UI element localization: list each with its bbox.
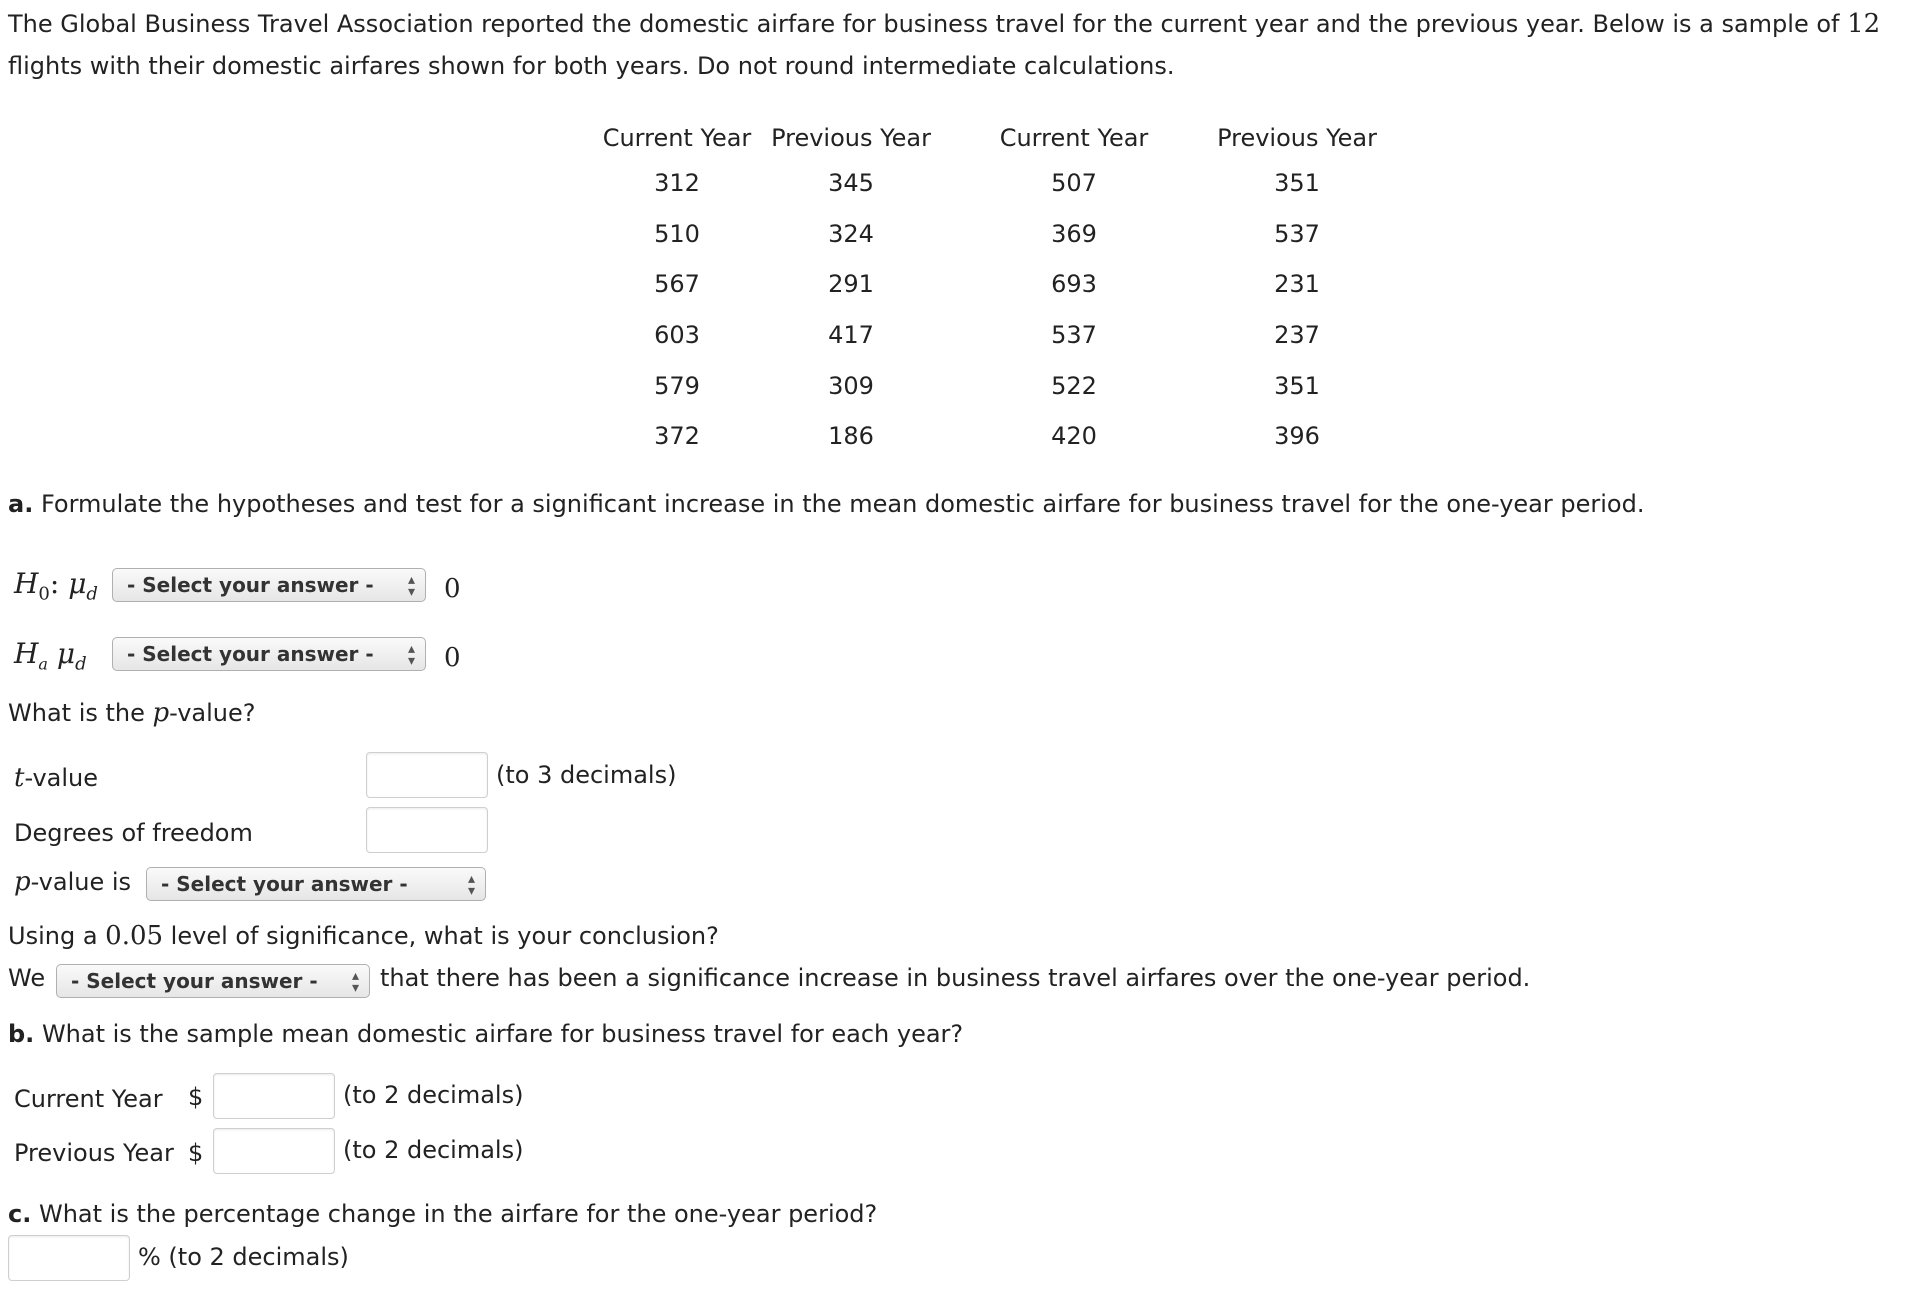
conclusion-text: that there has been a significance increase in business travel airfares over the one-year period. <box>380 964 1531 992</box>
significance-question <box>8 920 719 952</box>
ha-subscript: a <box>38 654 48 674</box>
h0-subscript: 0 <box>38 583 50 605</box>
table-cell: 312 <box>654 169 700 198</box>
ha-symbol: H <box>14 637 39 670</box>
current-year-currency: $ <box>188 1083 204 1111</box>
table-cell: 522 <box>1051 371 1097 400</box>
table-row <box>592 209 1386 260</box>
part-b-text: What is the sample mean domestic airfare for business travel for each year? <box>41 1020 964 1048</box>
select-arrows-icon: ▴ ▾ <box>351 968 359 996</box>
t-value-hint: (to 3 decimals) <box>496 761 677 789</box>
table-cell: 579 <box>654 371 700 400</box>
column-header: Previous Year <box>771 124 931 152</box>
conclusion-select[interactable] <box>56 964 370 998</box>
table-row <box>592 158 1386 209</box>
ha-select-value: - Select your answer - <box>127 642 374 666</box>
part-c-text: What is the percentage change in the airfare for the one-year period? <box>38 1200 878 1228</box>
table-header-row <box>592 118 1386 158</box>
pvalue-question-prefix: What is the <box>8 699 153 727</box>
column-header: Current Year <box>999 124 1149 152</box>
part-a-question <box>8 488 1644 520</box>
dof-input[interactable] <box>366 807 488 853</box>
part-c-question <box>8 1198 877 1230</box>
select-arrows-icon: ▴ ▾ <box>467 871 475 899</box>
table-cell: 351 <box>1274 169 1320 198</box>
ha-select[interactable] <box>112 637 426 671</box>
h0-label <box>14 566 98 613</box>
column-header: Current Year <box>602 124 752 152</box>
table-cell: 351 <box>1274 371 1320 400</box>
pvalue-select[interactable] <box>146 867 486 901</box>
h0-rhs: 0 <box>444 574 461 604</box>
sample-size: 12 <box>1847 9 1881 39</box>
percentage-change-input[interactable] <box>8 1235 130 1281</box>
previous-year-hint: (to 2 decimals) <box>343 1136 524 1164</box>
column-header: Previous Year <box>1217 124 1377 152</box>
table-cell: 324 <box>828 219 874 248</box>
t-value-label <box>14 762 98 794</box>
h0-mu-subscript: d <box>86 583 98 605</box>
table-cell: 537 <box>1051 321 1097 350</box>
table-cell: 396 <box>1274 422 1320 451</box>
intro-text: The Global Business Travel Association reported the domestic airfare for business travel for the current year and the previous year. Below is a sample of <box>8 10 1840 38</box>
select-arrows-icon: ▴ ▾ <box>407 572 415 600</box>
table-cell: 345 <box>828 169 874 198</box>
part-c-label: c. <box>8 1200 32 1228</box>
table-cell: 507 <box>1051 169 1097 198</box>
current-year-mean-input[interactable] <box>213 1073 335 1119</box>
table-cell: 510 <box>654 219 700 248</box>
pvalue-select-value: - Select your answer - <box>161 872 408 896</box>
pvalue-label <box>14 866 131 898</box>
h0-colon: : <box>49 567 60 600</box>
part-a-text: Formulate the hypotheses and test for a significant increase in the mean domestic airfare for business travel for the one-year period. <box>40 490 1645 518</box>
table-row <box>592 310 1386 361</box>
previous-year-mean-input[interactable] <box>213 1128 335 1174</box>
dof-label: Degrees of freedom <box>14 819 253 847</box>
table-cell: 537 <box>1274 219 1320 248</box>
part-b-question <box>8 1018 963 1050</box>
previous-year-label: Previous Year <box>14 1139 174 1167</box>
table-cell: 693 <box>1051 270 1097 299</box>
ha-mu-subscript: d <box>75 653 87 675</box>
ha-label <box>14 636 87 683</box>
pvalue-label-text: -value is <box>30 868 132 896</box>
table-row <box>592 411 1386 462</box>
pvalue-question-suffix: -value? <box>169 699 256 727</box>
previous-year-currency: $ <box>188 1139 204 1167</box>
table-cell: 420 <box>1051 422 1097 451</box>
part-b-label: b. <box>8 1020 35 1048</box>
table-cell: 369 <box>1051 219 1097 248</box>
h0-symbol: H <box>14 567 39 600</box>
intro-line-2: flights with their domestic airfares shown for both years. Do not round intermediate calculations. <box>8 52 1175 80</box>
h0-select[interactable] <box>112 568 426 602</box>
intro-line-1 <box>8 8 1880 40</box>
table-cell: 603 <box>654 321 700 350</box>
table-cell: 291 <box>828 270 874 299</box>
part-a-label: a. <box>8 490 34 518</box>
pvalue-question <box>8 697 255 729</box>
table-cell: 567 <box>654 270 700 299</box>
percentage-change-hint: % (to 2 decimals) <box>138 1243 349 1271</box>
table-row <box>592 259 1386 310</box>
ha-mu: μ <box>56 637 76 670</box>
significance-prefix: Using a <box>8 922 106 950</box>
ha-rhs: 0 <box>444 643 461 673</box>
table-row <box>592 360 1386 411</box>
conclusion-we: We <box>8 964 46 992</box>
alpha-value: 0.05 <box>105 921 164 951</box>
table-cell: 186 <box>828 422 874 451</box>
table-cell: 372 <box>654 422 700 451</box>
table-cell: 237 <box>1274 321 1320 350</box>
t-symbol: t <box>14 763 25 793</box>
p-symbol: p <box>14 867 31 897</box>
h0-select-value: - Select your answer - <box>127 573 374 597</box>
airfare-table <box>592 118 1386 462</box>
table-cell: 231 <box>1274 270 1320 299</box>
p-symbol: p <box>152 698 170 728</box>
significance-suffix: level of significance, what is your conclusion? <box>163 922 719 950</box>
conclusion-select-value: - Select your answer - <box>71 969 318 993</box>
t-value-label-text: -value <box>24 764 99 792</box>
current-year-label: Current Year <box>14 1085 163 1113</box>
table-cell: 417 <box>828 321 874 350</box>
current-year-hint: (to 2 decimals) <box>343 1081 524 1109</box>
h0-mu: μ <box>68 567 87 600</box>
select-arrows-icon: ▴ ▾ <box>407 641 415 669</box>
t-value-input[interactable] <box>366 752 488 798</box>
table-cell: 309 <box>828 371 874 400</box>
